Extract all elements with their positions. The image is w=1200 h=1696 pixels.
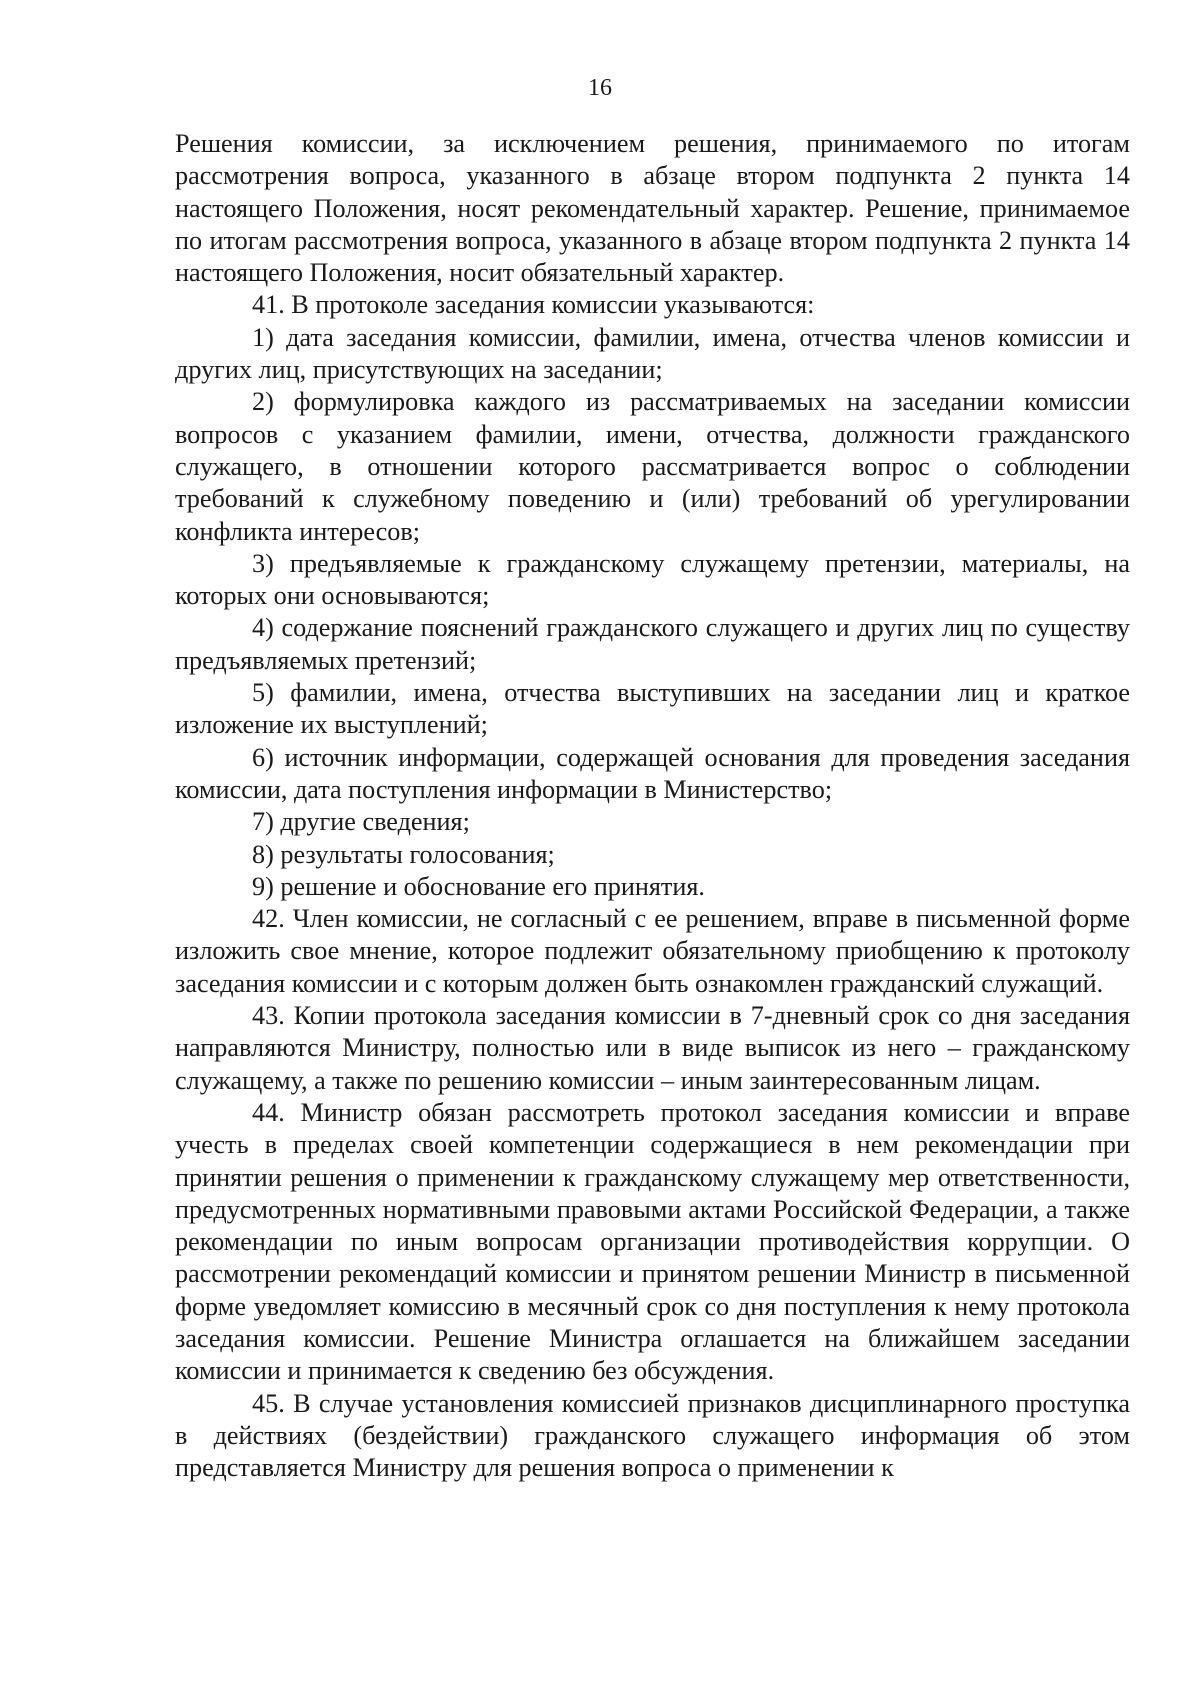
paragraph-43: 43. Копии протокола заседания комиссии в 7-дневный срок со дня заседания направляются Министру, полностью или в виде выписок из него – гражданскому служащему, а также по решению комиссии – иным заинтересованным лицам. [175,1001,1130,1095]
list-item-41-3: 3) предъявляемые к гражданскому служащему претензии, материалы, на которых они основываются; [175,548,1130,611]
list-item-41-8: 8) результаты голосования; [252,839,555,869]
paragraph-45: 45. В случае установления комиссией признаков дисциплинарного проступка в действиях (бездействии) гражданского служащего информация об этом представляется Министру для решения вопроса о применении к [175,1388,1130,1483]
page-number: 16 [588,75,612,101]
list-item-41-6: 6) источник информации, содержащей основания для проведения заседания комиссии, дата поступления информации в Министерство; [175,742,1130,804]
list-item-41-1: 1) дата заседания комиссии, фамилии, имена, отчества членов комиссии и других лиц, присутствующих на заседании; [175,322,1130,385]
document-body [175,128,1130,1484]
paragraph-41: 41. В протоколе заседания комиссии указываются: [252,290,815,320]
paragraph-44: 44. Министр обязан рассмотреть протокол заседания комиссии и вправе учесть в пределах своей компетенции содержащиеся в нем рекомендации при принятии решения о применении к гражданскому служащему мер ответственности, предусмотренных нормативными правовыми актами Российской Федерации, а также рекомендации по иным вопросам организации противодействия коррупции. О рассмотрении рекомендаций комиссии и принятом решении Министр в письменной форме уведомляет комиссию в месячный срок со дня поступления к нему протокола заседания комиссии. Решение Министра оглашается на ближайшем заседании комиссии и принимается к сведению без обсуждения. [175,1097,1130,1386]
list-item-41-7: 7) другие сведения; [252,807,470,837]
list-item-41-9: 9) решение и обоснование его принятия. [252,871,705,901]
paragraph-42: 42. Член комиссии, не согласный с ее решением, вправе в письменной форме изложить свое мнение, которое подлежит обязательному приобщению к протоколу заседания комиссии и с которым должен быть ознакомлен гражданский служащий. [175,904,1130,998]
paragraph-decisions-intro: Решения комиссии, за исключением решения, принимаемого по итогам рассмотрения вопроса, указанного в абзаце втором подпункта 2 пункта 14 настоящего Положения, носят рекомендательный характер. Решение, принимаемое по итогам рассмотрения вопроса, указанного в абзаце втором подпункта 2 пункта 14 настоящего Положения, носит обязательный характер. [175,129,1130,288]
list-item-41-4: 4) содержание пояснений гражданского служащего и других лиц по существу предъявляемых претензий; [175,613,1130,675]
list-item-41-2: 2) формулировка каждого из рассматриваемых на заседании комиссии вопросов с указанием фамилии, имени, отчества, должности гражданского служащего, в отношении которого рассматривается вопрос о соблюдении требований к служебному поведению и (или) требований об урегулировании конфликта интересов; [175,387,1130,546]
list-item-41-5: 5) фамилии, имена, отчества выступивших на заседании лиц и краткое изложение их выступлений; [175,678,1130,740]
